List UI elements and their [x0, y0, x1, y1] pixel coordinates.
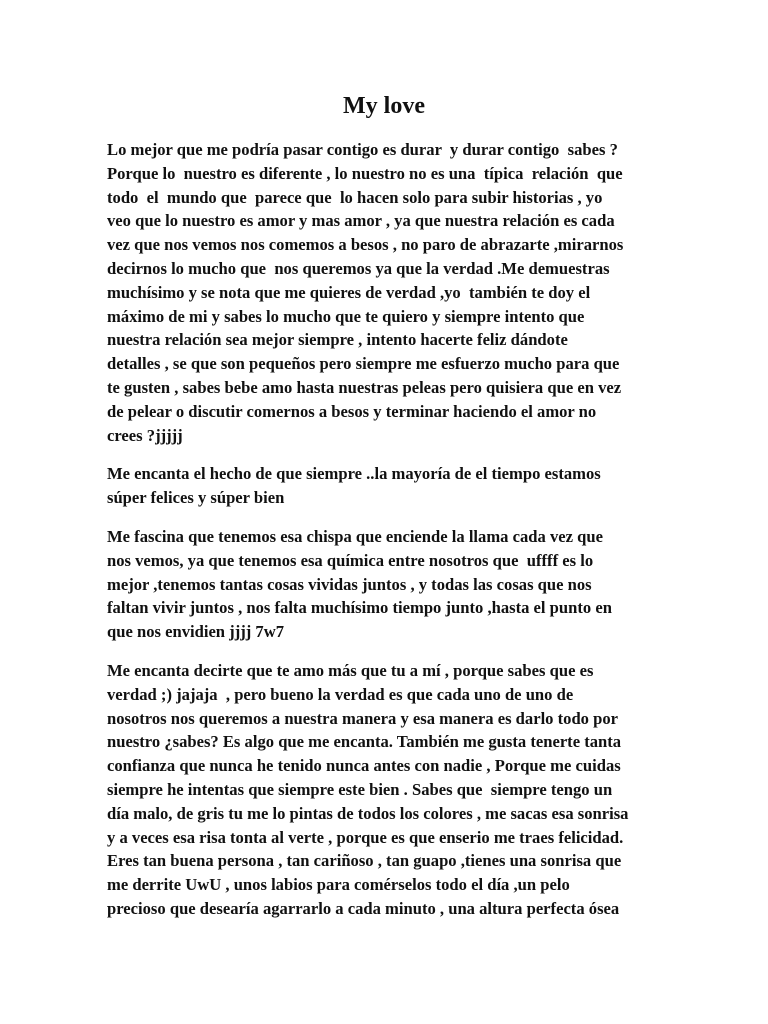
text-line: Me encanta el hecho de que siempre ..la mayoría de el tiempo estamos	[107, 464, 601, 484]
text-line: nosotros nos queremos a nuestra manera y esa manera es darlo todo por	[107, 708, 619, 728]
text-line: precioso que desearía agarrarlo a cada minuto , una altura perfecta ósea	[107, 898, 620, 918]
document-body	[107, 138, 672, 936]
text-line: siempre he intentas que siempre este bien . Sabes que siempre tengo un	[107, 779, 613, 799]
text-line: crees ?jjjjj	[107, 425, 183, 445]
text-line: nuestro ¿sabes? Es algo que me encanta. También me gusta tenerte tanta	[107, 732, 622, 752]
text-line: nos vemos, ya que tenemos esa química entre nosotros que uffff es lo	[107, 550, 594, 570]
text-line: te gusten , sabes bebe amo hasta nuestras peleas pero quisiera que en vez	[107, 377, 622, 397]
paragraph	[107, 138, 672, 447]
text-line: Lo mejor que me podría pasar contigo es durar y durar contigo sabes ?	[107, 140, 618, 159]
text-line: día malo, de gris tu me lo pintas de todos los colores , me sacas esa sonrisa	[107, 803, 629, 823]
text-line: vez que nos vemos nos comemos a besos , no paro de abrazarte ,mirarnos	[107, 235, 624, 255]
text-line: me derrite UwU , unos labios para comérselos todo el día ,un pelo	[107, 875, 570, 895]
text-line: veo que lo nuestro es amor y mas amor , ya que nuestra relación es cada	[107, 211, 615, 231]
text-line: confianza que nunca he tenido nunca antes con nadie , Porque me cuidas	[107, 756, 621, 776]
text-line: de pelear o discutir comernos a besos y terminar haciendo el amor no	[107, 401, 597, 421]
text-line: súper felices y súper bien	[107, 488, 285, 508]
text-line: y a veces esa risa tonta al verte , porque es que enserio me traes felicidad.	[107, 827, 624, 847]
paragraph	[107, 659, 672, 921]
text-line: Eres tan buena persona , tan cariñoso , tan guapo ,tienes una sonrisa que	[107, 851, 622, 871]
text-line: Porque lo nuestro es diferente , lo nuestro no es una típica relación que	[107, 163, 623, 183]
text-line: todo el mundo que parece que lo hacen solo para subir historias , yo	[107, 187, 603, 207]
text-line: que nos envidien jjjj 7w7	[107, 622, 285, 642]
text-line: decirnos lo mucho que nos queremos ya que la verdad .Me demuestras	[107, 258, 610, 278]
text-line: mejor ,tenemos tantas cosas vividas juntos , y todas las cosas que nos	[107, 574, 592, 594]
text-line: Me encanta decirte que te amo más que tu a mí , porque sabes que es	[107, 660, 594, 680]
paragraph	[107, 462, 672, 510]
text-line: faltan vivir juntos , nos falta muchísimo tiempo junto ,hasta el punto en	[107, 598, 612, 618]
paragraph	[107, 525, 672, 644]
text-line: nuestra relación sea mejor siempre , intento hacerte feliz dándote	[107, 330, 568, 350]
text-line: detalles , se que son pequeños pero siempre me esfuerzo mucho para que	[107, 354, 620, 374]
document-title: My love	[343, 93, 425, 119]
text-line: Me fascina que tenemos esa chispa que enciende la llama cada vez que	[107, 526, 603, 546]
text-line: máximo de mi y sabes lo mucho que te quiero y siempre intento que	[107, 306, 585, 326]
text-line: verdad ;) jajaja , pero bueno la verdad es que cada uno de uno de	[107, 684, 574, 704]
text-line: muchísimo y se nota que me quieres de verdad ,yo también te doy el	[107, 282, 591, 302]
